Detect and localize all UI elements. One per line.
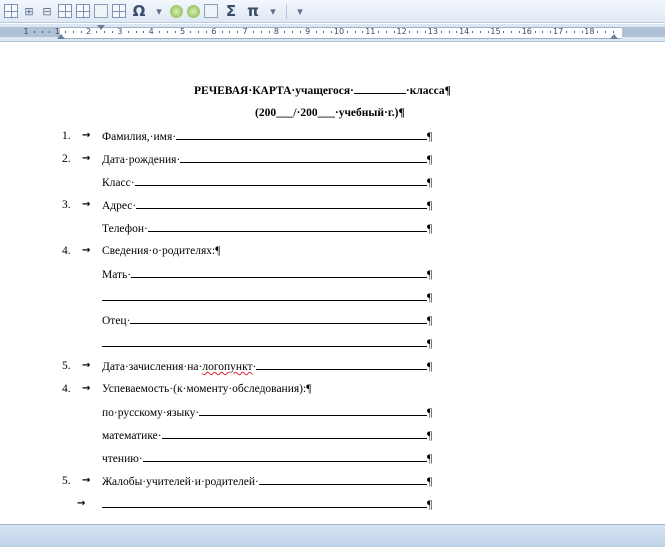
insert-cells-icon[interactable]: ⊞: [24, 4, 34, 18]
document-title: РЕЧЕВАЯ·КАРТА·учащегося·: [194, 85, 354, 97]
item-content: [102, 313, 432, 328]
ruler-tick: [104, 31, 105, 33]
item-label: Успеваемость·(к·моменту·обследования):: [102, 383, 307, 395]
answer-blank-line[interactable]: [102, 290, 427, 301]
pilcrow: ¶: [427, 131, 433, 143]
pilcrow: ¶: [427, 200, 433, 212]
ruler-tick: [605, 31, 606, 33]
ruler-tick: [394, 31, 395, 33]
ruler-tick: [456, 31, 457, 33]
item-number: 4.: [62, 383, 71, 395]
ruler-label: 7: [242, 27, 248, 36]
item-label: Дата·зачисления·на·: [102, 361, 203, 373]
tab-arrow: →: [82, 130, 91, 141]
tab-arrow: →: [82, 245, 91, 256]
item-content: [102, 336, 432, 351]
ruler-tick: [425, 31, 426, 33]
item-content: [102, 405, 432, 420]
tab-arrow: →: [82, 153, 91, 164]
ruler-label: 13: [427, 27, 438, 36]
ruler-tick: [269, 31, 270, 33]
answer-blank-line[interactable]: [259, 474, 427, 485]
table-properties-icon[interactable]: [112, 4, 126, 18]
ruler-tick: [73, 31, 74, 33]
ruler-tick: [535, 31, 536, 33]
ruler-tick: [167, 31, 168, 33]
ruler-tick: [550, 31, 551, 33]
tab-arrow: →: [82, 199, 91, 210]
item-content: [102, 129, 432, 144]
ruler-label: 16: [521, 27, 532, 36]
pilcrow: ¶: [444, 85, 451, 97]
ruler-tick: [488, 31, 489, 33]
item-content: [102, 244, 220, 258]
ruler-tick: [112, 31, 113, 33]
ruler-label: 1: [23, 27, 29, 36]
tab-arrow: →: [82, 475, 91, 486]
pilcrow: ¶: [427, 177, 433, 189]
item-number: 3.: [62, 199, 71, 211]
item-content: [102, 267, 432, 282]
ruler-tick: [229, 31, 230, 33]
item-number: 2.: [62, 153, 71, 165]
pilcrow: ¶: [427, 154, 433, 166]
ruler-tick: [143, 31, 144, 33]
ruler-label: 1: [54, 27, 60, 36]
item-label: по·русскому·языку·: [102, 407, 200, 419]
ruler-label: 2: [86, 27, 92, 36]
split-table-icon[interactable]: [76, 4, 90, 18]
ruler-tick: [441, 31, 442, 33]
first-line-indent-marker[interactable]: [97, 25, 105, 30]
ruler-tick: [519, 31, 520, 33]
ruler-label: 17: [553, 27, 564, 36]
sum-sigma-icon[interactable]: Σ: [225, 2, 237, 20]
pilcrow: ¶: [427, 338, 433, 350]
text-box-icon[interactable]: [204, 4, 218, 18]
answer-blank-line[interactable]: [162, 428, 427, 439]
item-number: 1.: [62, 130, 71, 142]
pilcrow: ¶: [427, 430, 433, 442]
item-content: [102, 428, 432, 443]
item-label: Фамилия,·имя·: [102, 131, 177, 143]
ruler-tick: [417, 31, 418, 33]
ruler-tick: [253, 31, 254, 33]
ruler-tick: [96, 31, 97, 33]
toolbar-separator: [286, 4, 287, 19]
ruler-tick: [175, 31, 176, 33]
ruler-tick: [316, 31, 317, 33]
answer-blank-line[interactable]: [199, 405, 427, 416]
item-content: [102, 382, 311, 396]
item-label: Сведения·о·родителях:: [102, 245, 216, 257]
pilcrow: ¶: [427, 223, 433, 235]
ruler-label: 11: [365, 27, 376, 36]
delete-cells-icon[interactable]: ⊟: [42, 4, 52, 18]
ruler-label: 18: [584, 27, 595, 36]
symbol-omega-icon[interactable]: Ω: [132, 2, 146, 20]
ruler-tick: [542, 31, 543, 33]
horizontal-ruler[interactable]: [0, 24, 665, 42]
answer-blank-line[interactable]: [136, 198, 427, 209]
ruler-tick: [566, 31, 567, 33]
toolbar-options-icon[interactable]: ▾: [297, 4, 303, 18]
class-blank: [354, 83, 406, 94]
item-label-after: ·: [252, 361, 257, 373]
document-title-suffix: ·класса: [405, 85, 445, 97]
ruler-tick: [511, 31, 512, 33]
year-line: [255, 106, 405, 120]
item-content: [102, 474, 432, 489]
pilcrow: ¶: [427, 453, 433, 465]
item-label: Адрес·: [102, 200, 137, 212]
status-bar: [0, 524, 665, 547]
ruler-label: 3: [117, 27, 123, 36]
ruler-label: 8: [273, 27, 279, 36]
ruler-label: 6: [211, 27, 217, 36]
tab-arrow: →: [77, 498, 86, 509]
ruler-tick: [574, 31, 575, 33]
item-content: [102, 451, 432, 466]
ruler-tick: [34, 31, 35, 33]
ruler-tick: [597, 31, 598, 33]
item-label: Класс·: [102, 177, 135, 189]
ruler-left-margin: [0, 27, 60, 37]
ruler-tick: [472, 31, 473, 33]
item-content: [102, 152, 432, 167]
formatting-toolbar: [0, 0, 665, 23]
answer-blank-line[interactable]: [130, 313, 427, 324]
ruler-tick: [386, 31, 387, 33]
document-title-line: [194, 83, 451, 98]
hanging-indent-marker[interactable]: [57, 34, 65, 39]
ruler-tick: [222, 31, 223, 33]
ruler-tick: [331, 31, 332, 33]
item-label: математике·: [102, 430, 162, 442]
ruler-tick: [237, 31, 238, 33]
ruler-tick: [378, 31, 379, 33]
answer-blank-line[interactable]: [143, 451, 427, 462]
item-label: Мать·: [102, 269, 132, 281]
item-content: [102, 221, 432, 236]
ruler-tick: [190, 31, 191, 33]
ruler-label: 5: [179, 27, 186, 36]
symbol-dropdown-icon[interactable]: ▾: [156, 4, 162, 18]
answer-blank-line[interactable]: [135, 175, 427, 186]
year-text: (200___/·200___·учебный·г.): [255, 107, 399, 119]
answer-blank-line[interactable]: [131, 267, 427, 278]
ruler-tick: [136, 31, 137, 33]
ruler-tick: [323, 31, 324, 33]
item-content: [102, 359, 432, 374]
ruler-tick: [582, 31, 583, 33]
item-number: 5.: [62, 475, 71, 487]
green-circle-2-icon[interactable]: [187, 5, 200, 18]
item-content: [102, 497, 432, 512]
ruler-tick: [49, 31, 50, 33]
ruler-tick: [198, 31, 199, 33]
item-label: Дата·рождения·: [102, 154, 181, 166]
ruler-tick: [159, 31, 160, 33]
ruler-label: 15: [490, 27, 501, 36]
item-number: 5.: [62, 360, 71, 372]
ruler-tick: [128, 31, 129, 33]
green-circle-icon[interactable]: [170, 5, 183, 18]
ruler-label: 4: [148, 27, 154, 36]
equation-pi-icon[interactable]: π: [247, 2, 259, 20]
ruler-tick: [261, 31, 262, 33]
pilcrow: ¶: [427, 361, 433, 373]
answer-blank-line[interactable]: [256, 359, 427, 370]
ruler-tick: [480, 31, 481, 33]
ruler-tick: [503, 31, 504, 33]
pilcrow: ¶: [427, 407, 433, 419]
pilcrow: ¶: [427, 315, 433, 327]
item-label: Телефон·: [102, 223, 148, 235]
pilcrow: ¶: [427, 292, 433, 304]
document-page[interactable]: [0, 42, 665, 526]
tab-arrow: →: [82, 360, 91, 371]
ruler-tick: [284, 31, 285, 33]
ruler-tick: [409, 31, 410, 33]
misspelled-word[interactable]: логопункт: [202, 361, 253, 373]
ruler-tick: [81, 31, 82, 33]
tab-arrow: →: [82, 383, 91, 394]
right-indent-marker[interactable]: [610, 34, 618, 39]
answer-blank-line[interactable]: [102, 497, 427, 508]
ruler-tick: [292, 31, 293, 33]
insert-table-icon[interactable]: [58, 4, 72, 18]
ruler-tick: [347, 31, 348, 33]
pilcrow: ¶: [215, 245, 221, 257]
ruler-label: 10: [333, 27, 345, 36]
pilcrow: ¶: [427, 269, 433, 281]
ruler-tick: [355, 31, 356, 33]
item-number: 4.: [62, 245, 71, 257]
ruler-label: 9: [305, 27, 311, 36]
ruler-tick: [42, 31, 43, 33]
answer-blank-line[interactable]: [180, 152, 427, 163]
item-content: [102, 290, 432, 305]
ruler-label: 12: [396, 27, 407, 36]
answer-blank-line[interactable]: [176, 129, 427, 140]
item-content: [102, 175, 432, 190]
item-label: Отец·: [102, 315, 131, 327]
item-label: чтению·: [102, 453, 143, 465]
equation-dropdown-icon[interactable]: ▾: [270, 4, 276, 18]
pilcrow: ¶: [306, 383, 312, 395]
answer-blank-line[interactable]: [102, 336, 427, 347]
answer-blank-line[interactable]: [148, 221, 427, 232]
pilcrow: ¶: [427, 499, 433, 511]
ruler-tick: [65, 31, 66, 33]
ruler-tick: [300, 31, 301, 33]
pilcrow: ¶: [398, 107, 405, 119]
table-grid-icon[interactable]: [4, 4, 18, 18]
ruler-right-margin: [622, 27, 665, 37]
item-label: Жалобы·учителей·и·родителей·: [102, 476, 259, 488]
ruler-tick: [206, 31, 207, 33]
merge-cells-icon[interactable]: [94, 4, 108, 18]
ruler-tick: [613, 31, 614, 33]
item-content: [102, 198, 432, 213]
ruler-tick: [362, 31, 363, 33]
pilcrow: ¶: [427, 476, 433, 488]
ruler-tick: [449, 31, 450, 33]
ruler-label: 14: [459, 27, 470, 36]
